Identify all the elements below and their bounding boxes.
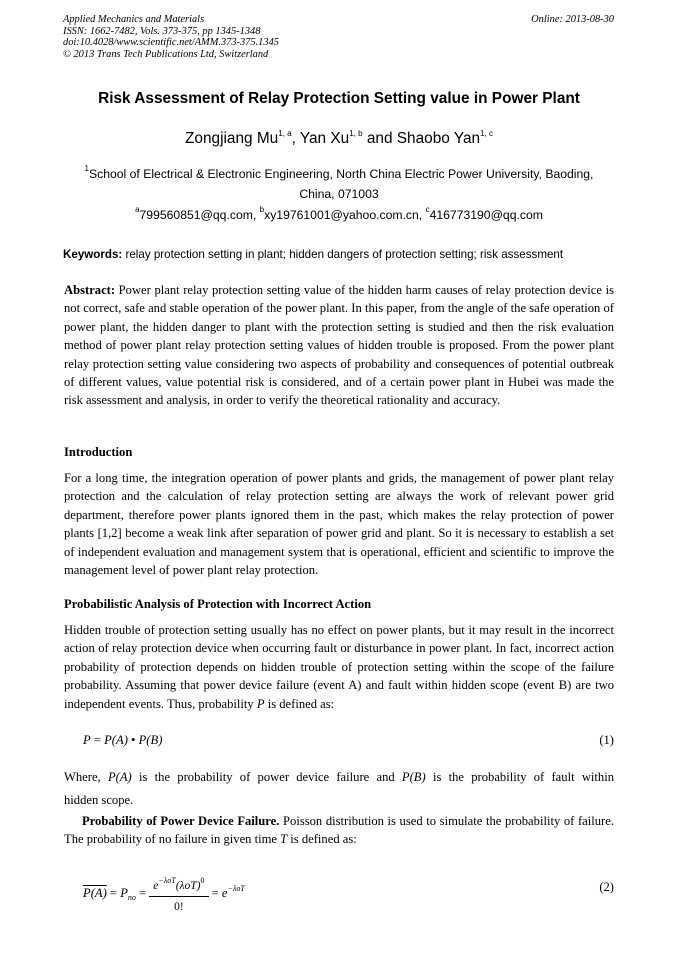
copyright-line: © 2013 Trans Tech Publications Ltd, Switzerland xyxy=(63,48,269,60)
var-pa: P(A) xyxy=(107,770,132,784)
author-affil-sup: 1, a xyxy=(278,129,292,138)
section-text: Hidden trouble of protection setting usually has no effect on power plants, but it may result in the incorrect action of relay protection device when occurring fault or disturbance in power plant. In fact, incorrect action probability of protection depends on hidden trouble of protection setting within the scope of the failure probability. Assuming that power device failure (event A) and fault within hidden scope (event B) are two independent events. Thus, probability P is defined as: xyxy=(64,623,614,711)
author-affil-sup: 1, b xyxy=(349,129,363,138)
issn-line: ISSN: 1662-7482, Vols. 373-375, pp 1345-1348 xyxy=(63,25,261,37)
journal-header xyxy=(63,14,279,60)
keywords-text: relay protection setting in plant; hidden dangers of protection setting; risk assessment xyxy=(122,248,564,261)
author-name: Yan Xu xyxy=(299,130,350,147)
author-affil-sup: 1, c xyxy=(480,129,494,138)
equation-1: P = P(A) • P(B) (1) xyxy=(83,733,614,747)
abstract xyxy=(64,281,614,410)
eq1-lhs: P xyxy=(83,733,91,747)
variable-p: P xyxy=(256,696,265,711)
equation-2: $P(A) = P_{no}$ = $\frac{e^{-\lambda oT}(\lambda oT)^0}{0!}$ = $e^{-\lambda oT}$ (2) xyxy=(64,866,614,914)
journal-name: Applied Mechanics and Materials xyxy=(63,14,205,25)
author-name: Shaobo Yan xyxy=(396,130,481,147)
doi-line[interactable]: doi:10.4028/www.scientific.net/AMM.373-375.1345 xyxy=(63,37,279,49)
eq2-rhs: e xyxy=(221,886,228,900)
affiliation xyxy=(70,165,608,204)
eq2-fraction: $\frac{e^{-\lambda oT}(\lambda oT)^0}{0!}$ xyxy=(149,873,208,915)
eq1-pb: P(B) xyxy=(138,733,163,747)
affiliation-text: School of Electrical & Electronic Engineering, North China Electric Power University, Baoding, China, 071003 xyxy=(89,167,594,201)
var-pb: P(B) xyxy=(401,770,426,784)
equation-number: (2) xyxy=(599,880,614,894)
section-heading: Probabilistic Analysis of Protection with Incorrect Action xyxy=(64,597,372,611)
author-list: Zongjiang Mu$^{1, a}$, Yan Xu$^{1, b}$ and Shaobo Yan$^{1, c}$ xyxy=(184,129,494,147)
email-list: $^a$799560851@qq.com, $^b$xy19761001@yahoo.com.cn, $^c$416773190@qq.com xyxy=(135,205,543,222)
equation-number: (1) xyxy=(599,733,614,747)
online-date: Online: 2013-08-30 xyxy=(531,14,614,25)
email-address[interactable]: 799560851@qq.com xyxy=(139,208,253,222)
paper-title: Risk Assessment of Relay Protection Setting value in Power Plant xyxy=(98,90,580,107)
where-text: Where, P(A) is the probability of power device failure and P(B) is the probability of fault within hidden scope. xyxy=(64,770,615,808)
keywords-label: Keywords: xyxy=(63,248,123,261)
eq2-pno: P xyxy=(120,886,128,900)
subsection-heading: Probability of Power Device Failure. xyxy=(82,814,280,828)
author-name: Zongjiang Mu xyxy=(184,130,279,147)
email-address[interactable]: 416773190@qq.com xyxy=(429,208,543,222)
affiliation-sup: 1 xyxy=(84,164,89,173)
email-address[interactable]: xy19761001@yahoo.com.cn xyxy=(264,208,419,222)
eq2-lhs: P(A) xyxy=(83,886,107,900)
eq1-pa: P(A) xyxy=(104,733,128,747)
keywords xyxy=(63,248,623,261)
introduction-text: For a long time, the integration operation of power plants and grids, the management of power plant relay protection and the calculation of relay protection setting are always the work of relevant power grid department, therefore power plants ignored them in the past, which makes the relay protection of power plants [1,2] become a weak link after separation of power grid and plant. So it is necessary to establish a set of independent evaluation and management system that is operational, efficient and scientific to improve the management level of power plant relay protection. xyxy=(64,471,614,578)
subsection-text: Probability of Power Device Failure. Poisson distribution is used to simulate the probability of failure. The probability of no failure in given time T is defined as: xyxy=(64,814,614,847)
abstract-text: Power plant relay protection setting value of the hidden harm causes of relay protection device is not correct, safe and stable operation of the power plant. In this paper, from the angle of the safe operation of power plant, the hidden danger to plant with the protection setting is studied and then the risk evaluation method of power plant relay protection setting values of hidden trouble is proposed. From the power plant relay protection setting value considering two aspects of probability and consequences of potential outbreak of different values, value potential risk is considered, and of a certain power plant in Hubei was made the risk assessment and analysis, in order to verify the theoretical rationality and accuracy. xyxy=(64,283,614,408)
introduction-heading: Introduction xyxy=(64,445,133,459)
abstract-label: Abstract: xyxy=(64,283,116,297)
variable-t: T xyxy=(280,832,288,847)
